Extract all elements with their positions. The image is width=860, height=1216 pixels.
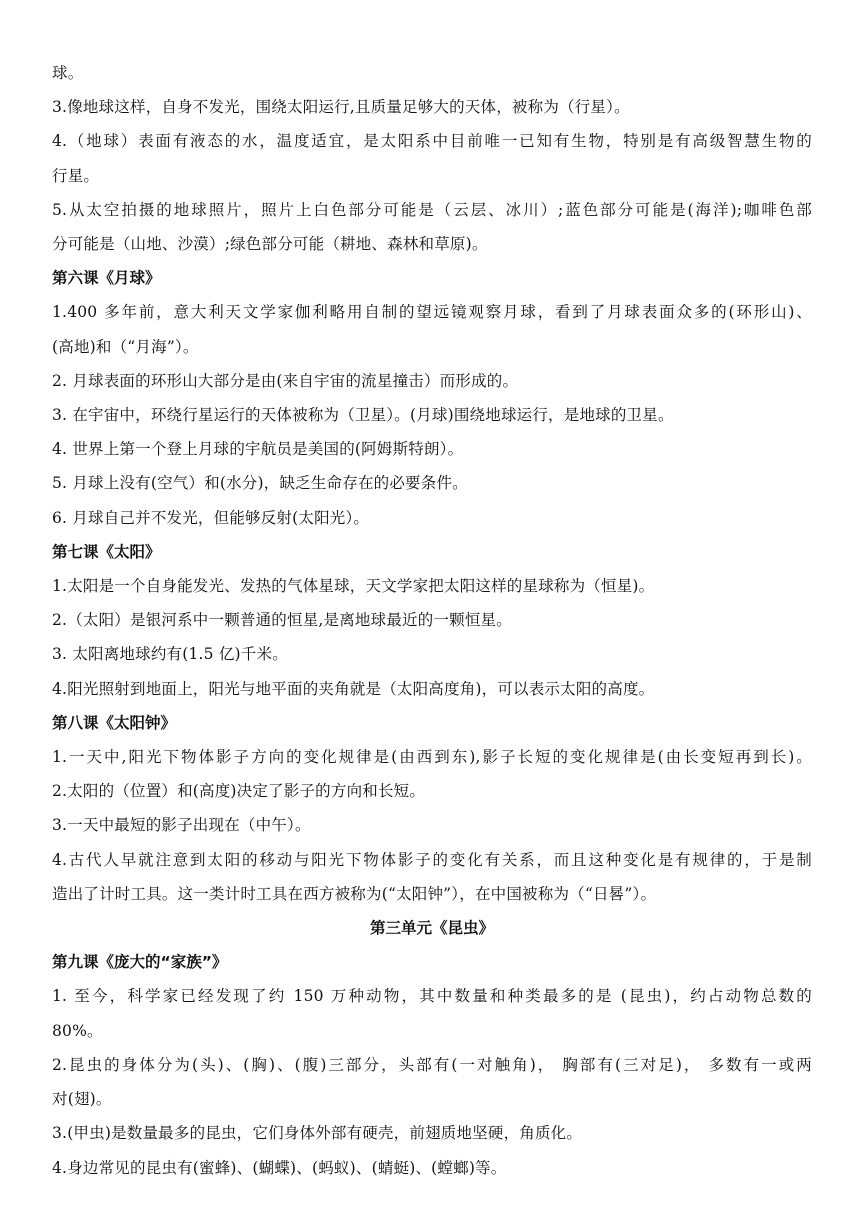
text-line: 4.（地球）表面有液态的水，温度适宜，是太阳系中目前唯一已知有生物，特别是有高级智慧生物的 (52, 132, 812, 151)
text-line: 4.身边常见的昆虫有(蜜蜂)、(蝴蝶)、(蚂蚁)、(蜻蜓)、(螳螂)等。 (52, 1158, 507, 1177)
text-line: 造出了计时工具。这一类计时工具在西方被称为(“太阳钟”），在中国被称为（“日晷”）。 (52, 884, 657, 903)
text-line: 3.像地球这样，自身不发光，围绕太阳运行,且质量足够大的天体，被称为（行星）。 (52, 98, 630, 117)
text-line: 分可能是（山地、沙漠）;绿色部分可能（耕地、森林和草原)。 (52, 235, 488, 254)
text-line: 3.(甲虫)是数量最多的昆虫，它们身体外部有硬壳，前翅质地坚硬，角质化。 (52, 1124, 583, 1143)
text-line: 1.太阳是一个自身能发光、发热的气体星球，天文学家把太阳这样的星球称为（恒星)。 (52, 577, 655, 596)
text-line: 2. 月球表面的环形山大部分是由(来自宇宙的流星撞击）而形成的。 (52, 371, 519, 390)
text-line: 2.太阳的（位置）和(高度)决定了影子的方向和长短。 (52, 782, 426, 801)
text-line: (高地)和（“月海”）。 (52, 337, 199, 356)
text-line: 4.阳光照射到地面上，阳光与地平面的夹角就是（太阳高度角)，可以表示太阳的高度。 (52, 679, 655, 698)
text-line: 行星。 (52, 166, 100, 185)
text-line: 4.古代人早就注意到太阳的移动与阳光下物体影子的变化有关系，而且这种变化是有规律的，于是制 (52, 850, 812, 869)
text-line: 3.一天中最短的影子出现在（中午）。 (52, 816, 311, 835)
lesson-heading: 第六课《月球》 (52, 269, 161, 288)
unit-heading: 第三单元《昆虫》 (369, 919, 494, 938)
text-line: 4. 世界上第一个登上月球的宇航员是美国的(阿姆斯特朗）。 (52, 440, 464, 459)
text-line: 对(翅)。 (52, 1090, 112, 1109)
text-line: 6. 月球自己并不发光，但能够反射(太阳光）。 (52, 508, 370, 527)
text-line: 1. 至今，科学家已经发现了约 150 万种动物，其中数量和种类最多的是 (昆虫)，约占动物总数的 (52, 987, 812, 1006)
text-line: 3. 在宇宙中，环绕行星运行的天体被称为（卫星）。(月球)围绕地球运行，是地球的卫星。 (52, 406, 674, 425)
text-line: 80%。 (52, 1021, 103, 1040)
text-line: 球。 (52, 64, 84, 82)
lesson-heading: 第八课《太阳钟》 (52, 713, 177, 732)
text-line: 5.从太空拍摄的地球照片，照片上白色部分可能是（云层、冰川）;蓝色部分可能是(海洋);咖啡色部 (52, 200, 812, 219)
lesson-heading: 第九课《庞大的“家族”》 (52, 953, 228, 972)
document-page (52, 56, 812, 1185)
text-line: 1.400 多年前，意大利天文学家伽利略用自制的望远镜观察月球，看到了月球表面众多的(环形山)、 (52, 303, 812, 322)
lesson-heading: 第七课《太阳》 (52, 542, 161, 561)
text-line: 5. 月球上没有(空气）和(水分)，缺乏生命存在的必要条件。 (52, 474, 468, 493)
text-line: 1.一天中,阳光下物体影子方向的变化规律是(由西到东),影子长短的变化规律是(由长变短再到长)。 (52, 748, 812, 767)
text-line: 2.（太阳）是银河系中一颗普通的恒星,是离地球最近的一颗恒星。 (52, 611, 512, 630)
text-line: 3. 太阳离地球约有(1.5 亿)千米。 (52, 645, 288, 664)
text-line: 2.昆虫的身体分为(头)、(胸)、(腹)三部分，头部有(一对触角)， 胸部有(三对足)， 多数有一或两 (52, 1055, 812, 1074)
